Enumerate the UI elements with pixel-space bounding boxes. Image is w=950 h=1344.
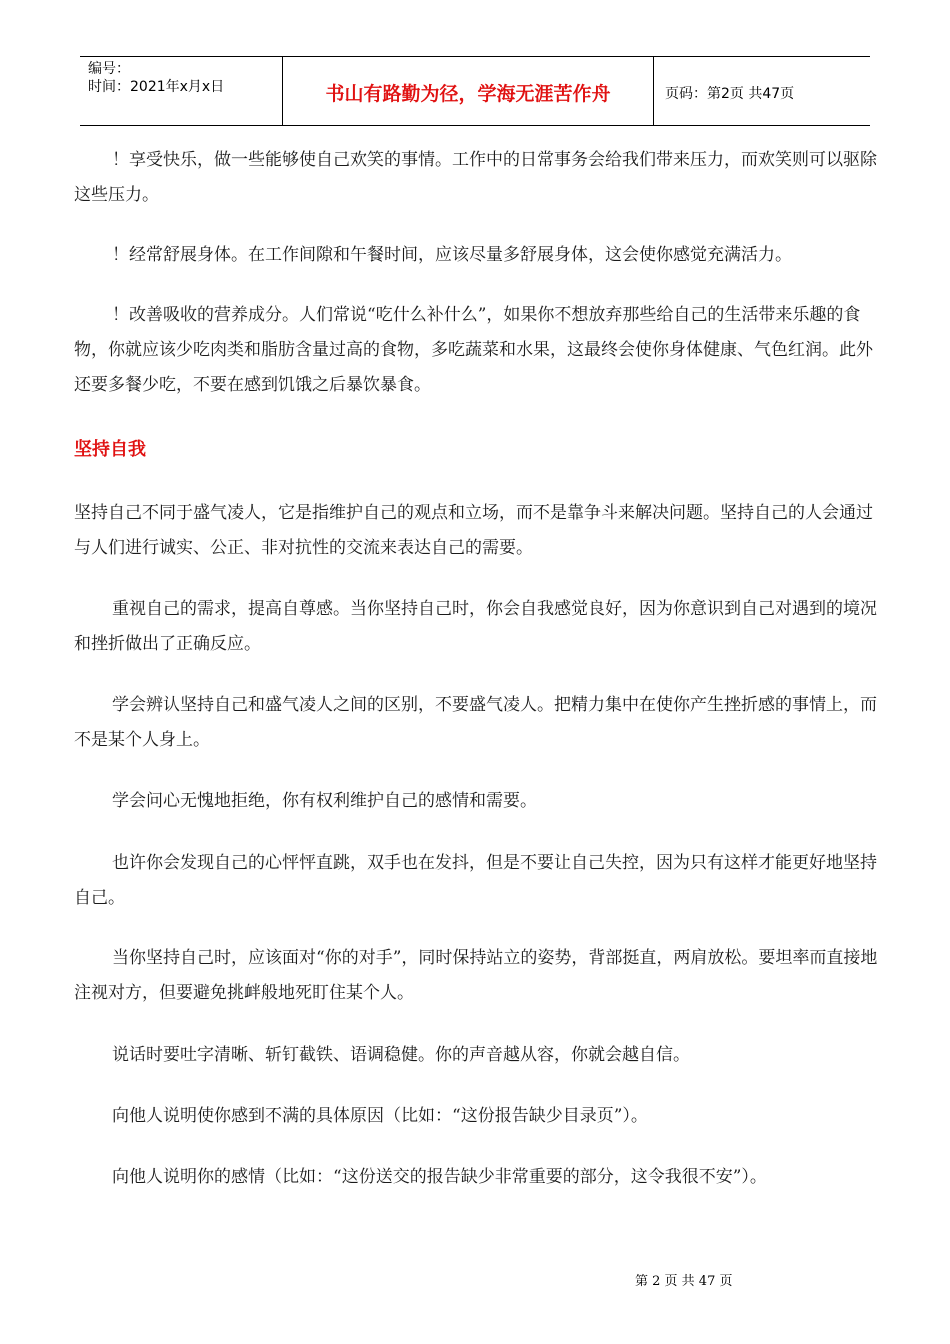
paragraph-control: 也许你会发现自己的心怦怦直跳，双手也在发抖，但是不要让自己失控，因为只有这样才能更好地坚持自己。 [74,853,877,908]
header-page-info: 页码：第2页 共47页 [665,86,795,102]
paragraph-self-esteem: 重视自己的需求，提高自尊感。当你坚持自己时，你会自我感觉良好，因为你意识到自己对遇到的境况和挫折做出了正确反应。 [74,599,877,654]
paragraph-speech: 说话时要吐字清晰、斩钉截铁、语调稳健。你的声音越从容，你就会越自信。 [112,1045,690,1065]
paragraph-feelings: 向他人说明你的感情（比如：“这份送交的报告缺少非常重要的部分，这令我很不安”）。 [112,1167,767,1187]
page-header [80,56,870,126]
header-motto: 书山有路勤为径，学海无涯苦作舟 [325,83,611,105]
paragraph-distinguish: 学会辨认坚持自己和盛气凌人之间的区别，不要盛气凌人。把精力集中在使你产生挫折感的事情上，而不是某个人身上。 [74,695,877,750]
paragraph-nutrition: ！改善吸收的营养成分。人们常说“吃什么补什么”，如果你不想放弃那些给自己的生活带来乐趣的食物，你就应该少吃肉类和脂肪含量过高的食物，多吃蔬菜和水果，这最终会使你身体健康、气色红润。此外还要多餐少吃，不要在感到饥饿之后暴饮暴食。 [74,305,873,395]
paragraph-assertive-intro: 坚持自己不同于盛气凌人，它是指维护自己的观点和立场，而不是靠争斗来解决问题。坚持自己的人会通过与人们进行诚实、公正、非对抗性的交流来表达自己的需要。 [74,503,873,558]
header-meta [88,60,224,96]
paragraph-enjoy: ！享受快乐，做一些能够使自己欢笑的事情。工作中的日常事务会给我们带来压力，而欢笑则可以驱除这些压力。 [74,150,877,205]
header-divider [653,57,654,125]
document-date-label: 时间：2021年x月x日 [88,79,225,95]
paragraph-posture: 当你坚持自己时，应该面对“你的对手”，同时保持站立的姿势，背部挺直，两肩放松。要坦率而直接地注视对方，但要避免挑衅般地死盯住某个人。 [74,948,878,1003]
paragraph-refuse: 学会问心无愧地拒绝，你有权利维护自己的感情和需要。 [112,791,537,811]
section-heading: 坚持自我 [74,439,146,460]
document-number-label: 编号： [88,61,130,77]
paragraph-reason: 向他人说明使你感到不满的具体原因（比如：“这份报告缺少目录页”）。 [112,1106,648,1126]
paragraph-stretch: ！经常舒展身体。在工作间隙和午餐时间，应该尽量多舒展身体，这会使你感觉充满活力。 [112,245,792,265]
page-footer: 第 2 页 共 47 页 [635,1274,733,1289]
